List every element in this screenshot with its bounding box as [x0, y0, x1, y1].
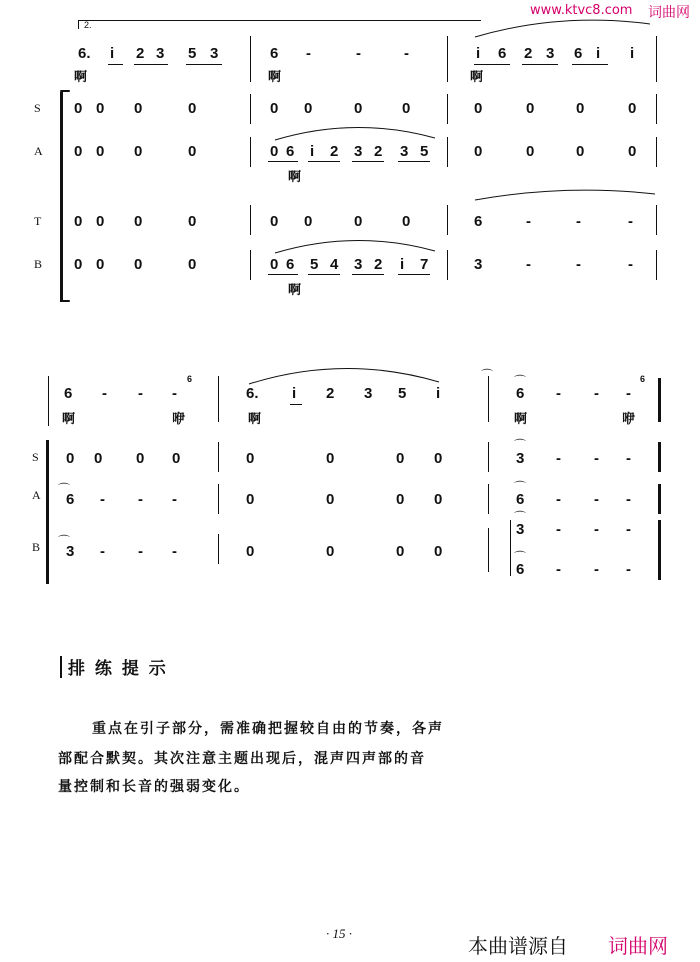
tie: ⌒	[58, 534, 71, 548]
barline	[447, 205, 448, 235]
note: 7	[420, 256, 429, 273]
note: 0	[134, 213, 143, 230]
melody-note: i	[476, 45, 481, 62]
note: -	[626, 491, 631, 508]
note: -	[526, 213, 531, 230]
note: 0	[326, 543, 335, 560]
melody-note: 3	[156, 45, 165, 62]
note: 2	[374, 143, 383, 160]
barline	[488, 442, 489, 472]
note: 0	[474, 100, 483, 117]
part-label-s: S	[32, 450, 39, 464]
note: 0	[246, 450, 255, 467]
note: -	[556, 561, 561, 578]
note: 6	[516, 491, 525, 508]
fermata: ⌒	[514, 374, 527, 388]
note: -	[556, 521, 561, 538]
lyric: 啊	[62, 412, 76, 427]
note: -	[556, 450, 561, 467]
note: 0	[136, 450, 145, 467]
melody-note: 2	[524, 45, 533, 62]
grace-note: 6	[640, 374, 646, 384]
note: -	[576, 213, 581, 230]
melody-note: 2	[326, 385, 335, 402]
note: 4	[330, 256, 339, 273]
melody-note: -	[626, 385, 631, 402]
underline	[572, 64, 608, 65]
barline	[656, 137, 657, 167]
note: 0	[74, 100, 83, 117]
note: -	[100, 491, 105, 508]
melody-note: i	[630, 45, 635, 62]
barline	[250, 205, 251, 235]
note: 0	[96, 143, 105, 160]
melody-note: -	[594, 385, 599, 402]
underline	[268, 161, 298, 162]
watermark-url[interactable]: www.ktvc8.com	[530, 3, 633, 18]
note: 0	[94, 450, 103, 467]
note: 0	[434, 543, 443, 560]
melody-note: 3	[546, 45, 555, 62]
note: 0	[628, 143, 637, 160]
choir-bracket	[46, 440, 49, 584]
page-number: · 15 ·	[326, 926, 352, 941]
melody-note: -	[138, 385, 143, 402]
note: -	[628, 213, 633, 230]
note: 0	[188, 213, 197, 230]
note: 0	[576, 100, 585, 117]
underline	[352, 161, 384, 162]
slur-bass	[270, 235, 440, 257]
end-barline	[658, 378, 661, 422]
underline	[398, 161, 430, 162]
section-heading: 排 练 提 示	[68, 659, 168, 679]
lyric: 啊	[288, 170, 302, 185]
lyric: 啊	[288, 283, 302, 298]
note: 0	[134, 143, 143, 160]
heading-marker	[60, 656, 62, 678]
underline	[290, 404, 302, 405]
barline	[447, 250, 448, 280]
note: 0	[246, 543, 255, 560]
note: 0	[326, 491, 335, 508]
end-barline	[658, 520, 661, 580]
note: -	[626, 450, 631, 467]
note: 6	[286, 256, 295, 273]
note: 0	[246, 491, 255, 508]
part-label-s: S	[34, 101, 41, 115]
fermata-barline: ⌒	[481, 368, 494, 382]
note: 0	[188, 256, 197, 273]
note: 3	[516, 450, 525, 467]
melody-note: -	[404, 45, 409, 62]
paragraph-line-3: 量控制和长音的强弱变化。	[58, 779, 250, 795]
fermata: ⌒	[514, 480, 527, 494]
note: 5	[310, 256, 319, 273]
note: 0	[96, 213, 105, 230]
note: 0	[96, 100, 105, 117]
note: 2	[374, 256, 383, 273]
melody-note: -	[356, 45, 361, 62]
note: 0	[270, 143, 279, 160]
melody-note: 3	[364, 385, 373, 402]
choir-bracket-hook-top	[60, 90, 70, 92]
lyric: 啊	[74, 70, 88, 85]
note: -	[100, 543, 105, 560]
barline	[218, 484, 219, 514]
melody-note: 6	[498, 45, 507, 62]
barline	[488, 528, 489, 572]
melody-note: -	[172, 385, 177, 402]
fermata: ⌒	[514, 510, 527, 524]
barline	[218, 534, 219, 564]
melody-note: 5	[398, 385, 407, 402]
note: 3	[400, 143, 409, 160]
note: 6	[516, 561, 525, 578]
note: 0	[172, 450, 181, 467]
note: 6	[286, 143, 295, 160]
underline	[522, 64, 558, 65]
note: -	[138, 491, 143, 508]
choir-bracket-hook-bottom	[60, 300, 70, 302]
note: 6	[474, 213, 483, 230]
barline	[656, 205, 657, 235]
note: 0	[66, 450, 75, 467]
note: -	[594, 561, 599, 578]
underline	[474, 64, 510, 65]
note: i	[400, 256, 405, 273]
melody-note: 5	[188, 45, 197, 62]
note: 0	[396, 450, 405, 467]
paragraph-line-1: 重点在引子部分，需准确把握较自由的节奏，各声	[92, 721, 444, 737]
note: -	[172, 491, 177, 508]
barline	[447, 94, 448, 124]
note: -	[172, 543, 177, 560]
lyric: 啊	[268, 70, 282, 85]
note: -	[628, 256, 633, 273]
note: 5	[420, 143, 429, 160]
underline	[268, 274, 298, 275]
slur-melody-2	[244, 362, 444, 386]
barline	[250, 94, 251, 124]
barline	[656, 94, 657, 124]
barline	[218, 442, 219, 472]
watermark-site[interactable]: 词曲网	[648, 5, 690, 21]
melody-note: 2	[136, 45, 145, 62]
melody-note: -	[102, 385, 107, 402]
note: 0	[74, 143, 83, 160]
note: -	[594, 450, 599, 467]
part-label-t: T	[34, 214, 42, 228]
note: -	[626, 561, 631, 578]
melody-note: 3	[210, 45, 219, 62]
note: -	[576, 256, 581, 273]
note: 0	[526, 100, 535, 117]
barline	[488, 484, 489, 514]
note: 0	[96, 256, 105, 273]
note: 0	[402, 213, 411, 230]
underline	[398, 274, 430, 275]
melody-note: i	[292, 385, 297, 402]
note: 0	[434, 450, 443, 467]
lyric: 咿	[622, 412, 636, 427]
note: 2	[330, 143, 339, 160]
underline	[108, 64, 123, 65]
underline	[134, 64, 168, 65]
note: 3	[354, 143, 363, 160]
end-barline	[658, 484, 661, 514]
note: i	[310, 143, 315, 160]
note: 0	[304, 213, 313, 230]
note: -	[594, 491, 599, 508]
note: -	[556, 491, 561, 508]
divisi-bracket	[510, 520, 511, 576]
melody-note: i	[110, 45, 115, 62]
part-label-a: A	[34, 144, 43, 158]
barline	[447, 137, 448, 167]
lyric: 啊	[248, 412, 262, 427]
note: 0	[474, 143, 483, 160]
melody-note: -	[556, 385, 561, 402]
lyric: 啊	[514, 412, 528, 427]
note: 0	[74, 256, 83, 273]
note: 3	[66, 543, 75, 560]
note: 0	[354, 100, 363, 117]
barline	[250, 137, 251, 167]
melody-note: 6.	[246, 385, 259, 402]
note: 0	[304, 100, 313, 117]
note: 0	[354, 213, 363, 230]
note: 0	[396, 491, 405, 508]
tie: ⌒	[58, 482, 71, 496]
note: 0	[576, 143, 585, 160]
melody-note: 6	[270, 45, 279, 62]
barline	[250, 250, 251, 280]
underline	[308, 274, 340, 275]
underline	[186, 64, 222, 65]
system-left-line	[48, 376, 49, 426]
slur-tenor	[470, 186, 660, 202]
choir-bracket	[60, 92, 63, 302]
source-label: 本曲谱源自	[468, 934, 568, 958]
note: 0	[628, 100, 637, 117]
note: 0	[402, 100, 411, 117]
melody-note: 6	[64, 385, 73, 402]
barline	[218, 376, 219, 422]
note: 3	[354, 256, 363, 273]
melody-note: 6.	[78, 45, 91, 62]
fermata: ⌒	[514, 550, 527, 564]
melody-note: 6	[516, 385, 525, 402]
note: 0	[188, 100, 197, 117]
note: 0	[270, 213, 279, 230]
slur-top	[470, 12, 655, 42]
note: 0	[434, 491, 443, 508]
fermata: ⌒	[514, 438, 527, 452]
volta-label: 2.	[84, 20, 92, 30]
note: 0	[270, 256, 279, 273]
note: 0	[396, 543, 405, 560]
underline	[308, 161, 340, 162]
part-label-a: A	[32, 488, 41, 502]
part-label-b: B	[32, 540, 41, 554]
lyric: 啊	[470, 70, 484, 85]
note: 0	[134, 256, 143, 273]
note: 3	[474, 256, 483, 273]
melody-note: -	[306, 45, 311, 62]
note: -	[594, 521, 599, 538]
note: -	[138, 543, 143, 560]
part-label-b: B	[34, 257, 43, 271]
note: 0	[134, 100, 143, 117]
volta-bracket	[78, 20, 481, 29]
note: 0	[526, 143, 535, 160]
barline	[250, 36, 251, 82]
barline	[656, 250, 657, 280]
note: 6	[66, 491, 75, 508]
note: 0	[74, 213, 83, 230]
lyric: 咿	[172, 412, 186, 427]
note: 3	[516, 521, 525, 538]
melody-note: 6	[574, 45, 583, 62]
note: 0	[326, 450, 335, 467]
paragraph-line-2: 部配合默契。其次注意主题出现后，混声四声部的音	[58, 751, 426, 767]
underline	[352, 274, 384, 275]
note: 0	[188, 143, 197, 160]
source-site[interactable]: 词曲网	[608, 934, 668, 958]
end-barline	[658, 442, 661, 472]
note: -	[526, 256, 531, 273]
melody-note: i	[596, 45, 601, 62]
barline	[656, 36, 657, 82]
barline	[447, 36, 448, 82]
melody-note: i	[436, 385, 441, 402]
note: -	[626, 521, 631, 538]
grace-note: 6	[187, 374, 193, 384]
slur-alto	[270, 122, 440, 144]
note: 0	[270, 100, 279, 117]
